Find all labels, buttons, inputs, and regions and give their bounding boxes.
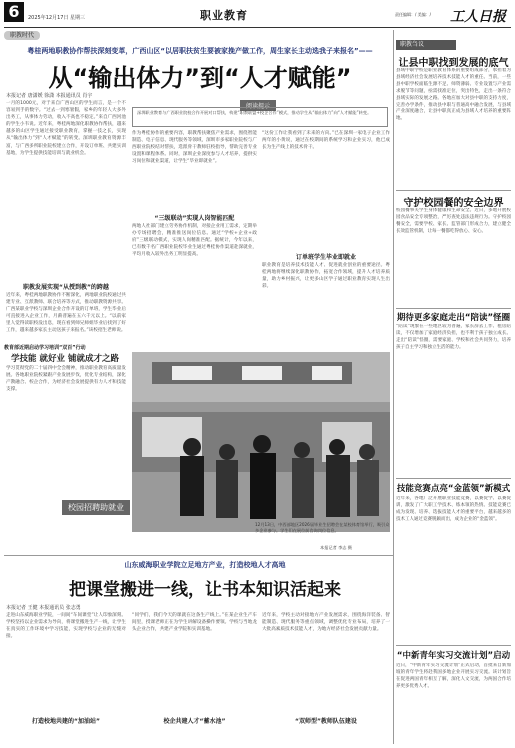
section-title: 职业教育 — [200, 9, 248, 22]
right-head-5: “中新青年实习交流计划”启动 — [396, 651, 511, 661]
sub-column-3 — [262, 612, 390, 712]
right-head-1: 让县中职找到发展的底气 — [398, 58, 509, 69]
lead-column-4 — [6, 365, 126, 545]
photo-caption: 12月13日，中西部地区2026届毕业生招聘会在某校体育馆举行，吸引众多企业参与。学生们在展位前咨询岗位信息。 — [255, 522, 390, 533]
lead-subhead-4b: 学技能 就好业 铺就成才之路 — [11, 354, 119, 364]
lead-col1b-text: 近年来，粤桂两地职教协作不断深化，两地职业院校通过共建专业、互派教师、联合培养等方式，推动职教资源共享。广西某职业学校与深圳企业合作开设的订单班，学生毕业后可直接进入企业工作，月薪普遍在五六千元以上。“以前家里人觉得读职校没出息，现在看到师兄师姐毕业后找到了好工作，越来越多家长主动送孩子来报名。”该校招生老师说。 — [6, 293, 126, 334]
lead-column-3b — [262, 262, 390, 346]
note-text: 深圳职业教育与广西职业院校合作开展对口帮扶，构建“职教联盟+校企合作”模式，推动学生从“输出体力”向“人才赋能”转变。 — [137, 110, 372, 115]
sub-column-1 — [6, 612, 126, 712]
right-divider-1 — [396, 190, 511, 191]
right-head-4: 技能竞赛点亮“金蓝领”新模式 — [396, 484, 511, 494]
photo-illustration — [132, 352, 390, 532]
right-column-tag: 职教刍议 — [396, 40, 456, 50]
right-body-2: 校园餐事关学生身体健康和生命安全。近日，多地开展校园食品安全专项整治，严厉查处违法违规行为。守护校园餐安全，需要学校、家长、监管部门形成合力，建立健全长效监管机制，让每一餐都吃得放心、安心。 — [396, 208, 511, 234]
lead-col2b-text: 两地人社部门建立劳务协作机制，对接企业用工需求，定期举办专场招聘会，精准推送岗位信息。通过“学校+企业+政府”三级联动模式，实现人岗精准匹配。据统计，今年以来，已有数千名广西职业院校毕业生通过粤桂协作渠道赴深就业，平均月收入较外出务工明显提高。 — [132, 224, 257, 258]
right-body-5: 近日，“中新青年实习交流计划”正式启动，首批来自新加坡的青年学生将赴我国多地企业开展实习交流。该计划旨在促进两国青年相互了解，深化人文交流，为两国合作培养更多优秀人才。 — [396, 663, 511, 689]
lead-column-1 — [6, 100, 126, 280]
career-fair-photo — [132, 352, 390, 532]
right-column-divider — [393, 30, 394, 744]
lead-subhead-4: 教育部近期启动学习培训“双百”行动 — [4, 345, 86, 351]
right-divider-2 — [396, 308, 511, 309]
lead-kicker: 粤桂两地职教协作帮扶深刻变革，广西山区“以居职扶贫生要被家挽产做工作，周生家长主动选我子来报名”—— — [27, 47, 373, 55]
sub-column-2 — [132, 612, 257, 712]
lead-col2-text: 作为粤桂协作的重要内容，职教帮扶聚焦产业需求，围绕智能制造、电子信息、现代服务等领域，深圳市多家职业院校与广西职业院校结对帮扶，选派骨干教师驻校指导，帮助完善专业设置和课程体系。同时，深圳企业深度参与人才培养，提供实习岗位和就业渠道，让学生“毕业即就业”。 — [132, 131, 257, 165]
header-rule — [4, 27, 511, 28]
sub-feature-byline: 本报记者 王健 本报通讯员 张志勇 — [6, 605, 81, 611]
lead-column-2b — [132, 223, 257, 345]
lead-tag: 职教时代 — [4, 31, 40, 40]
sub-feature-headline: 把课堂搬进一线，让书本知识活起来 — [69, 580, 341, 600]
right-head-2: 守护校园餐的安全边界 — [403, 198, 504, 209]
right-divider-3 — [396, 478, 511, 479]
sub-subhead-3: “双师型”教师队伍建设 — [295, 718, 357, 725]
sub-col1-text: 走进山东威海职业学院，一间间“车间课堂”让人印象深刻。学校坚持以企业需求为导向，将课堂搬进生产一线，让学生在真实的工作环境中学习技能，实现学校与企业的无缝对接。 — [6, 613, 126, 640]
newspaper-masthead: 工人日报 — [450, 9, 506, 25]
lead-column-3 — [262, 130, 390, 250]
right-body-3: “陪读”现象在一些地区较为普遍，家长辞去工作、租房陪读，不仅增加了家庭经济负担，也不利于孩子独立成长。走出“陪读”怪圈，需要家庭、学校和社会共同努力，培养孩子自主学习和独立生活的能力。 — [396, 324, 511, 350]
lead-column-1b — [6, 292, 126, 342]
sub-col2-text: “同学们，我们今天的课就在这条生产线上。”在某企业生产车间里，授课老师正在为学生讲解设备操作要领。学校与当地龙头企业合作，共建产业学院和实训基地。 — [132, 613, 257, 633]
lead-col4-text: 学习贯彻党的二十届四中全会精神，推动职业教育高质量发展。各地职业院校紧跟产业发展步伐，优化专业结构，深化产教融合、校企合作，为经济社会发展提供有力人才和技能支撑。 — [6, 366, 126, 393]
lead-subhead-1: 职教发展实现“从授到教”的跨越 — [23, 284, 109, 291]
sub-subhead-1: 打造校地共建的“加油站” — [32, 718, 100, 725]
lead-subhead-3: 订单班学生毕业即就业 — [295, 254, 356, 261]
lead-col1-text: 一月的1000元，对于来自广西山区的学生而言，是一个不容易到手的数字。“过去一到寒暑假，家乡的年轻人大多外出务工，从事体力劳动，收入不高也不稳定。”来自广西河池的学生小韦说。近年来，粤桂两地深化职教协作帮扶，越来越多的山区学生通过接受职业教育，掌握一技之长，实现从“输出体力”到“人才赋能”的转变。深圳职业教育资源丰富，与广西多所职业院校建立合作，开设订单班、共建实训基地，为学生提供技能培训与就业机会。 — [6, 101, 126, 156]
sub-feature-kicker: 山东威海职业学院立足地方产业，打造校地人才高地 — [124, 561, 286, 569]
lead-column-2 — [132, 130, 257, 210]
right-body-4: 近年来，各地广泛开展职业技能竞赛，以赛促学、以赛促训，激发了广大职工学技术、练本领的热情。技能竞赛已成为发现、培养、选拔技能人才的重要平台，越来越多的技术工人通过竞赛脱颖而出，成为企业的“金蓝领”。 — [396, 496, 511, 522]
right-head-3: 期待更多家庭走出“陪读”怪圈 — [396, 313, 511, 323]
note-box — [132, 107, 388, 127]
sub-subhead-2: 校企共建人才“蓄水池” — [163, 718, 226, 725]
lead-headline: 从“输出体力”到“人才赋能” — [48, 64, 352, 92]
sub-col3-text: 近年来，学校主动对接地方产业发展需求，围绕海洋装备、智能制造、现代服务等重点领域，调整优化专业布局，培养了一大批高素质技术技能人才，为地方经济社会发展贡献力量。 — [262, 613, 390, 633]
page-number: 6 — [4, 2, 24, 22]
note-label: 阅读提示 — [240, 100, 276, 111]
lead-subhead-2: “三级联动”实现人岗智能匹配 — [154, 215, 235, 222]
lead-col3b-text: 职业教育是培养技术技能人才、促进就业创业的重要途径。粤桂两地将继续深化职教协作，拓宽合作领域，提升人才培养质量，助力乡村振兴，让更多山区学子通过职业教育实现人生出彩。 — [262, 263, 390, 290]
photo-credit: 本报记者 李志 摄 — [320, 545, 352, 550]
issue-date: 2025年12月17日 星期三 — [28, 15, 86, 21]
section-divider — [4, 555, 393, 556]
page-header — [0, 0, 515, 28]
right-body-1: 县域中职学校是职业教育体系的重要组成部分，承担着为县域经济社会发展培养技术技能人才的重任。当前，一些县中职学校面临生源不足、师资薄弱、专业设置与产业需求脱节等问题，亟需找准定位，突出特色，走出一条符合县域实际的发展之路。各地应加大对县中职的支持力度，完善办学条件，推动县中职与普通高中融合发展，与县域产业深度融合，让县中职真正成为县域人才培养的重要阵地。 — [396, 68, 511, 122]
photo-banner: 校园招聘助就业 — [62, 500, 130, 515]
lead-col3-text: “这份工作让我看到了未来的方向。”已在深圳一家电子企业工作两年的小黄说，通过在校期间的系统学习和企业实习，他已成长为生产线上的技术骨干。 — [262, 131, 390, 151]
lead-byline: 本报记者 唐潇媛 徐潇 本报通讯员 肖宇 — [6, 93, 93, 99]
masthead-info: 责任编辑：/ 美编：/ — [395, 12, 431, 17]
right-divider-4 — [396, 645, 511, 646]
lead-tag-band — [4, 31, 393, 42]
